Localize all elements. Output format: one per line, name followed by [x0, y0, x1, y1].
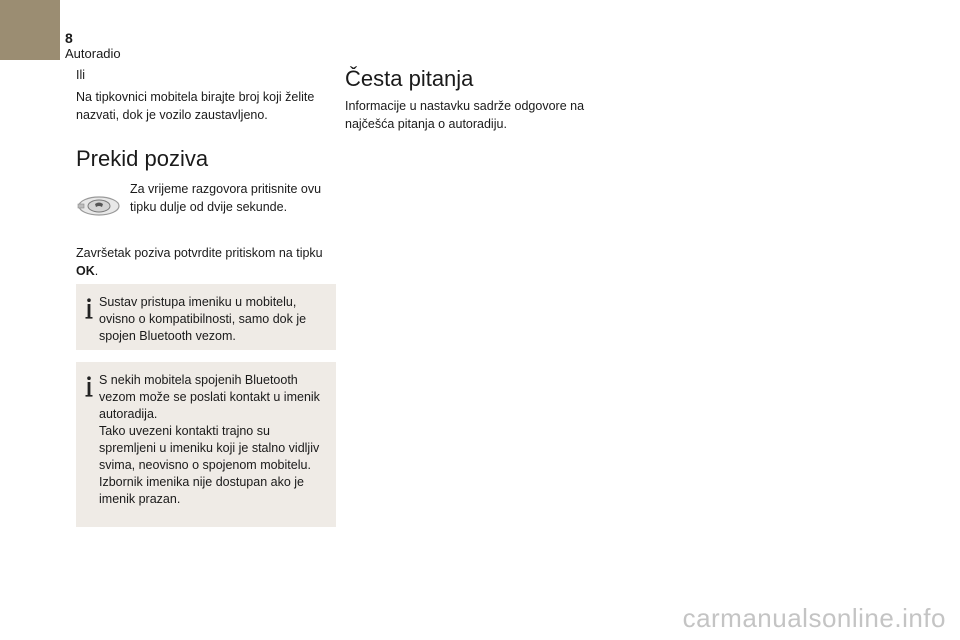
info-line: Izbornik imenika nije dostupan ako je imenik prazan.	[99, 475, 304, 506]
page-number: 8	[65, 30, 73, 46]
info-line: Tako uvezeni kontakti trajno su spremljeni u imeniku koji je stalno vidljiv svima, neovisno o spojenom mobitelu.	[99, 424, 320, 472]
confirm-text-main: Završetak poziva potvrdite pritiskom na tipku	[76, 246, 323, 260]
faq-heading: Česta pitanja	[345, 66, 474, 91]
info-icon	[84, 298, 94, 320]
ili-text: Ili	[76, 68, 86, 82]
steering-control-icon	[76, 193, 122, 219]
ok-key: OK	[76, 264, 95, 278]
info-box-phonebook	[76, 362, 336, 527]
confirm-text	[76, 244, 338, 280]
faq-intro: Informacije u nastavku sadrže odgovore na najčešća pitanja o autoradiju.	[345, 99, 585, 131]
hangup-heading: Prekid poziva	[76, 146, 209, 171]
page-tab	[0, 0, 60, 60]
hangup-instruction: Za vrijeme razgovora pritisnite ovu tipku dulje od dvije sekunde.	[130, 182, 322, 214]
confirm-text-end: .	[94, 264, 99, 278]
info-text-contacts: Sustav pristupa imeniku u mobitelu, ovisno o kompatibilnosti, samo dok je spojen Bluetooth vezom.	[99, 295, 307, 343]
info-icon	[84, 376, 94, 398]
dial-instruction: Na tipkovnici mobitela birajte broj koji želite nazvati, dok je vozilo zaustavljeno.	[76, 90, 315, 122]
info-text-phonebook	[99, 372, 328, 508]
info-box-contacts	[76, 284, 336, 350]
info-line: S nekih mobitela spojenih Bluetooth vezom može se poslati kontakt u imenik autoradija.	[99, 373, 320, 421]
watermark: carmanualsonline.info	[682, 603, 946, 633]
section-name: Autoradio	[65, 46, 121, 61]
